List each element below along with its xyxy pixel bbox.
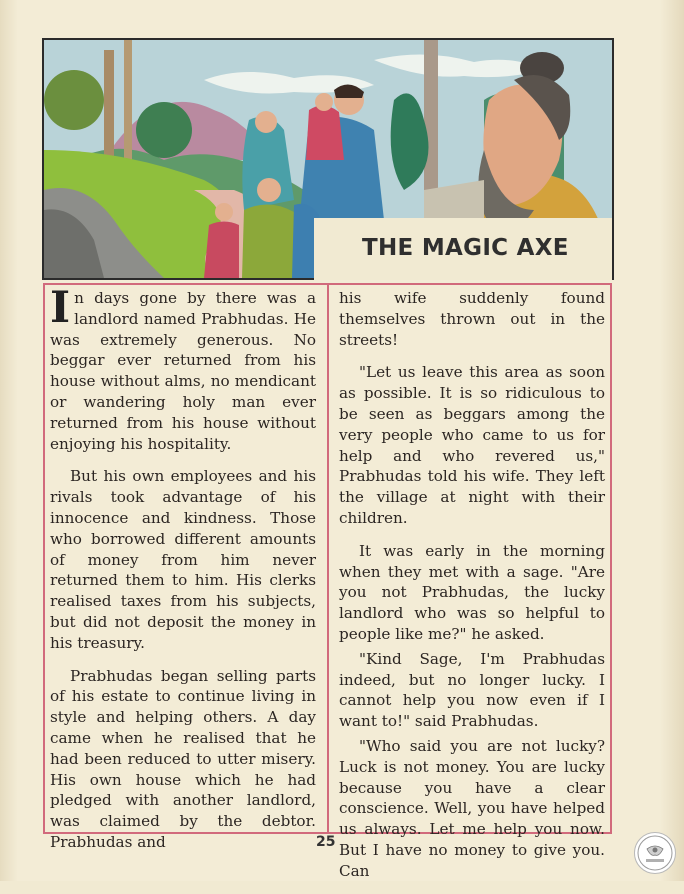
paragraph: It was early in the morning when they met with a sage. "Are you not Prabhudas, the lucky landlord who was so helpful to people like me?" he asked. xyxy=(339,541,605,643)
left-column xyxy=(50,283,316,865)
paragraph: But his own employees and his rivals took advantage of his innocence and kindness. Those who borrowed different amounts of money from him never returned them to him. His clerks realised taxes from his subjects, but did not deposit the money in his treasury. xyxy=(50,467,316,652)
archive-stamp-icon xyxy=(634,832,676,874)
paragraph: "Let us leave this area as soon as possible. It is so ridiculous to be seen as beggars among the very people who came to us for help and who revered us," Prabhudas told his wife. They left the village at night with their children. xyxy=(339,363,605,527)
paragraph: "Kind Sage, I'm Prabhudas indeed, but no longer lucky. I cannot help you now even if I want to!" said Prabhudas. xyxy=(339,649,605,731)
column-divider xyxy=(327,283,329,834)
page-number: 25 xyxy=(316,834,336,850)
drop-cap: I xyxy=(50,283,71,333)
paragraph: "Who said you are not lucky? Luck is not money. You are lucky because you have a clear conscience. Well, you have helped us always. Let me help you now. But I have no money to give you. Can xyxy=(339,736,605,880)
paragraph-text: n days gone by there was a landlord named Prabhudas. He was extremely generous. No beggar ever returned from his house without alms, no mendicant or wandering holy man ever returned from his house without enjoying his hospitality. xyxy=(50,289,316,453)
paragraph: Prabhudas began selling parts of his estate to continue living in style and helping others. A day came when he realised that he had been reduced to utter misery. His own house which he had pledged with another landlord, was claimed by the debtor. Prabhudas and xyxy=(50,666,316,851)
paragraph: his wife suddenly found themselves thrown out in the streets! xyxy=(339,289,605,349)
paragraph xyxy=(50,283,316,454)
right-column xyxy=(339,288,605,894)
story-title: THE MAGIC AXE xyxy=(362,235,569,261)
